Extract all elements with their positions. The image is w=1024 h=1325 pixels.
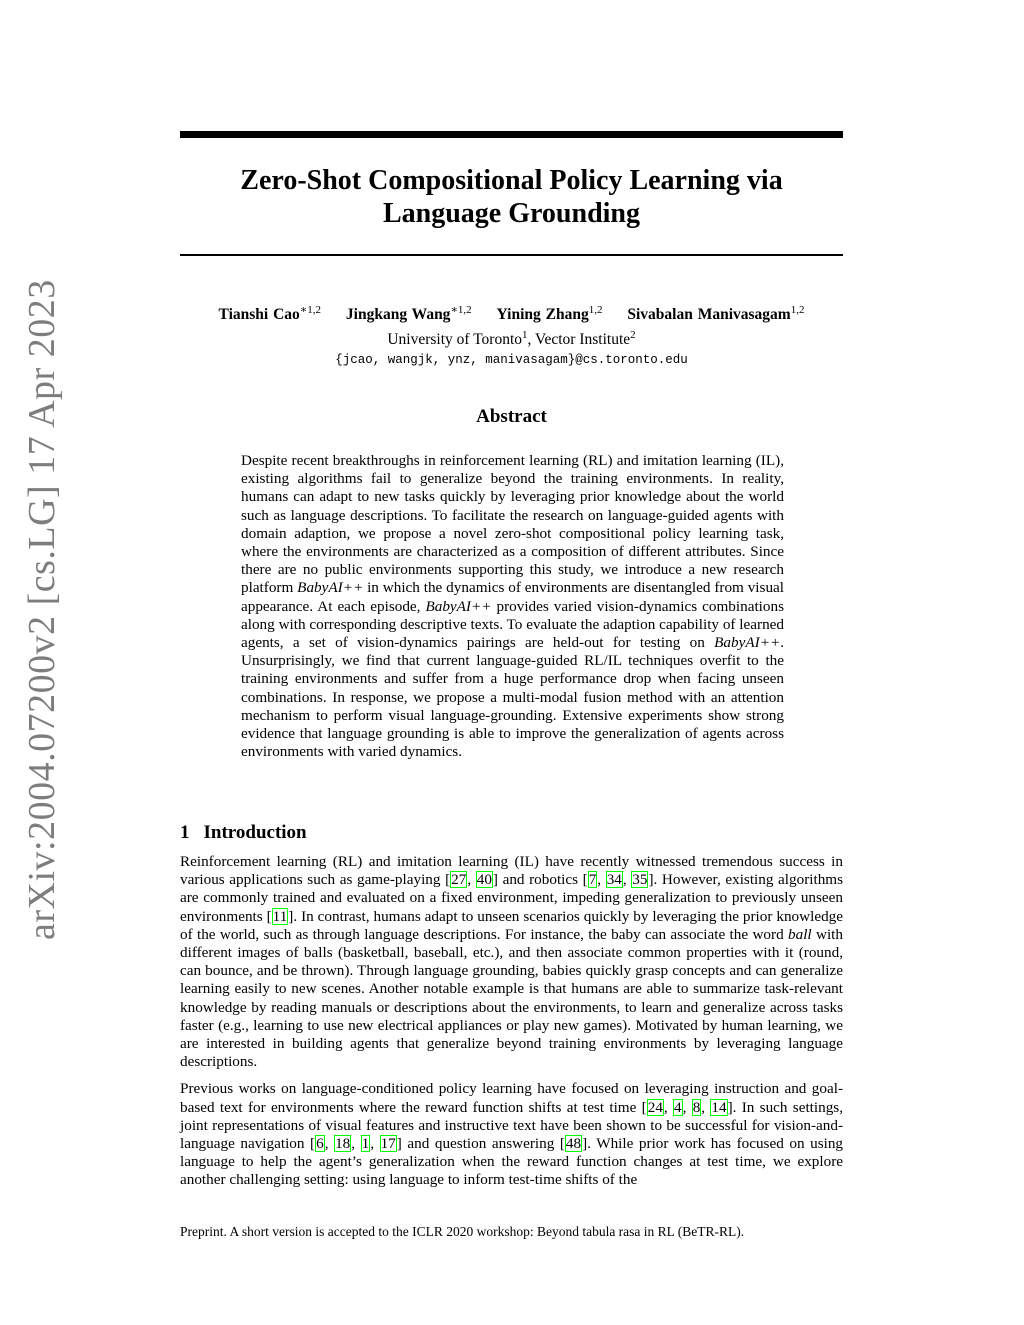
citation-link[interactable]: 14 [711,1098,727,1116]
citation-link[interactable]: 35 [632,871,648,889]
introduction-body [180,853,843,1199]
preprint-footnote: Preprint. A short version is accepted to the ICLR 2020 workshop: Beyond tabula rasa in RL (BeTR-RL). [180,1224,745,1239]
author: Sivabalan Manivasagam$^{1,2}$ [627,304,805,324]
intro-paragraph-2: Previous works on language-conditioned policy learning have focused on leveraging instruction and goal-based text for environments where the reward function shifts at test time [24, 4, 8, 14]. In such settings, joint representations of visual features and instructive text have been shown to be successful for vision-and-language navigation [6, 18, 1, 17] and question answering [48]. While prior work has focused on using language to help the agent’s generalization when the reward function changes at test time, we explore another challenging setting: using language to inform test-time shifts of the [180,1080,844,1189]
author: Jingkang Wang$^{∗1,2}$ [345,304,472,324]
title-line-1: Zero-Shot Compositional Policy Learning via [240,165,783,196]
citation-link[interactable]: 11 [272,907,288,925]
citation-link[interactable]: 6 [316,1135,324,1153]
author-block [180,300,843,370]
title-line-2: Language Grounding [382,198,641,229]
citation-link[interactable]: 48 [565,1135,582,1153]
citation-link[interactable]: 1 [361,1135,370,1153]
arxiv-stamp: arXiv:2004.07200v2 [cs.LG] 17 Apr 2023 [21,279,63,940]
citation-link[interactable]: 27 [451,871,467,889]
author: Yining Zhang$^{1,2}$ [496,304,603,324]
abstract-heading: Abstract [476,406,547,427]
citation-link[interactable]: 34 [606,871,622,889]
title-top-rule [180,131,843,138]
citation-link[interactable]: 17 [380,1135,396,1153]
paper-title [180,164,843,230]
citation-link[interactable]: 24 [647,1098,663,1116]
section-heading-introduction: 1 Introduction [180,822,307,843]
citation-link[interactable]: 18 [335,1135,351,1153]
affiliations: University of Toronto$^1$, Vector Institute$^2$ [387,329,636,349]
intro-paragraph-1: Reinforcement learning (RL) and imitation learning (IL) have recently witnessed tremendous success in various applications such as game-playing [27, 40] and robotics [7, 34, 35]. However, existing algorithms are commonly trained and evaluated on a fixed environment, impeding generalization to previously unseen environments [11]. In contrast, humans adapt to unseen scenarios quickly by leveraging the prior knowledge of the world, such as through language descriptions. For instance, the baby can associate the word ball with different images of balls (basketball, baseball, etc.), and then associate common properties with it (round, can bounce, and be thrown). Through language grounding, babies quickly grasp concepts and can generalize learning easily to new scenes. Another notable example is that humans are able to summarize task-relevant knowledge by reading manuals or descriptions about the environments, to learn and generalize across tasks faster (e.g., learning to use new electrical appliances or play new games). Motivated by human learning, we are interested in building agents that generalize beyond training environments by leveraging language descriptions. [180,853,844,1071]
author-emails: {jcao, wangjk, ynz, manivasagam}@cs.toronto.edu [335,353,688,368]
citation-link[interactable]: 7 [588,871,597,889]
abstract-text: Despite recent breakthroughs in reinforcement learning (RL) and imitation learning (IL), existing algorithms fail to generalize beyond the training environments. In reality, humans can adapt to new tasks quickly by leveraging prior knowledge about the world such as language descriptions. To facilitate the research on language-guided agents with domain adaption, we propose a novel zero-shot compositional policy learning task, where the environments are characterized as a composition of different attributes. Since there are no public environments supporting this study, we introduce a new research platform BabyAI++ in which the dynamics of environments are disentangled from visual appearance. At each episode, BabyAI++ provides varied vision-dynamics combinations along with corresponding descriptive texts. To evaluate the adaption capability of learned agents, a set of vision-dynamics pairings are held-out for testing on BabyAI++. Unsurprisingly, we find that current language-guided RL/IL techniques overfit to the training environments and suffer from a huge performance drop when facing unseen combinations. In response, we propose a multi-modal fusion method with an attention mechanism to perform visual language-grounding. Extensive experiments show strong evidence that language grounding is able to improve the generalization of agents across environments with varied dynamics. [241,452,784,761]
citation-link[interactable]: 8 [692,1098,701,1116]
citation-link[interactable]: 4 [674,1098,682,1116]
author-names [180,300,843,325]
author: Tianshi Cao$^{∗1,2}$ [218,304,322,324]
title-bottom-rule [180,254,843,256]
citation-link[interactable]: 40 [476,871,492,889]
